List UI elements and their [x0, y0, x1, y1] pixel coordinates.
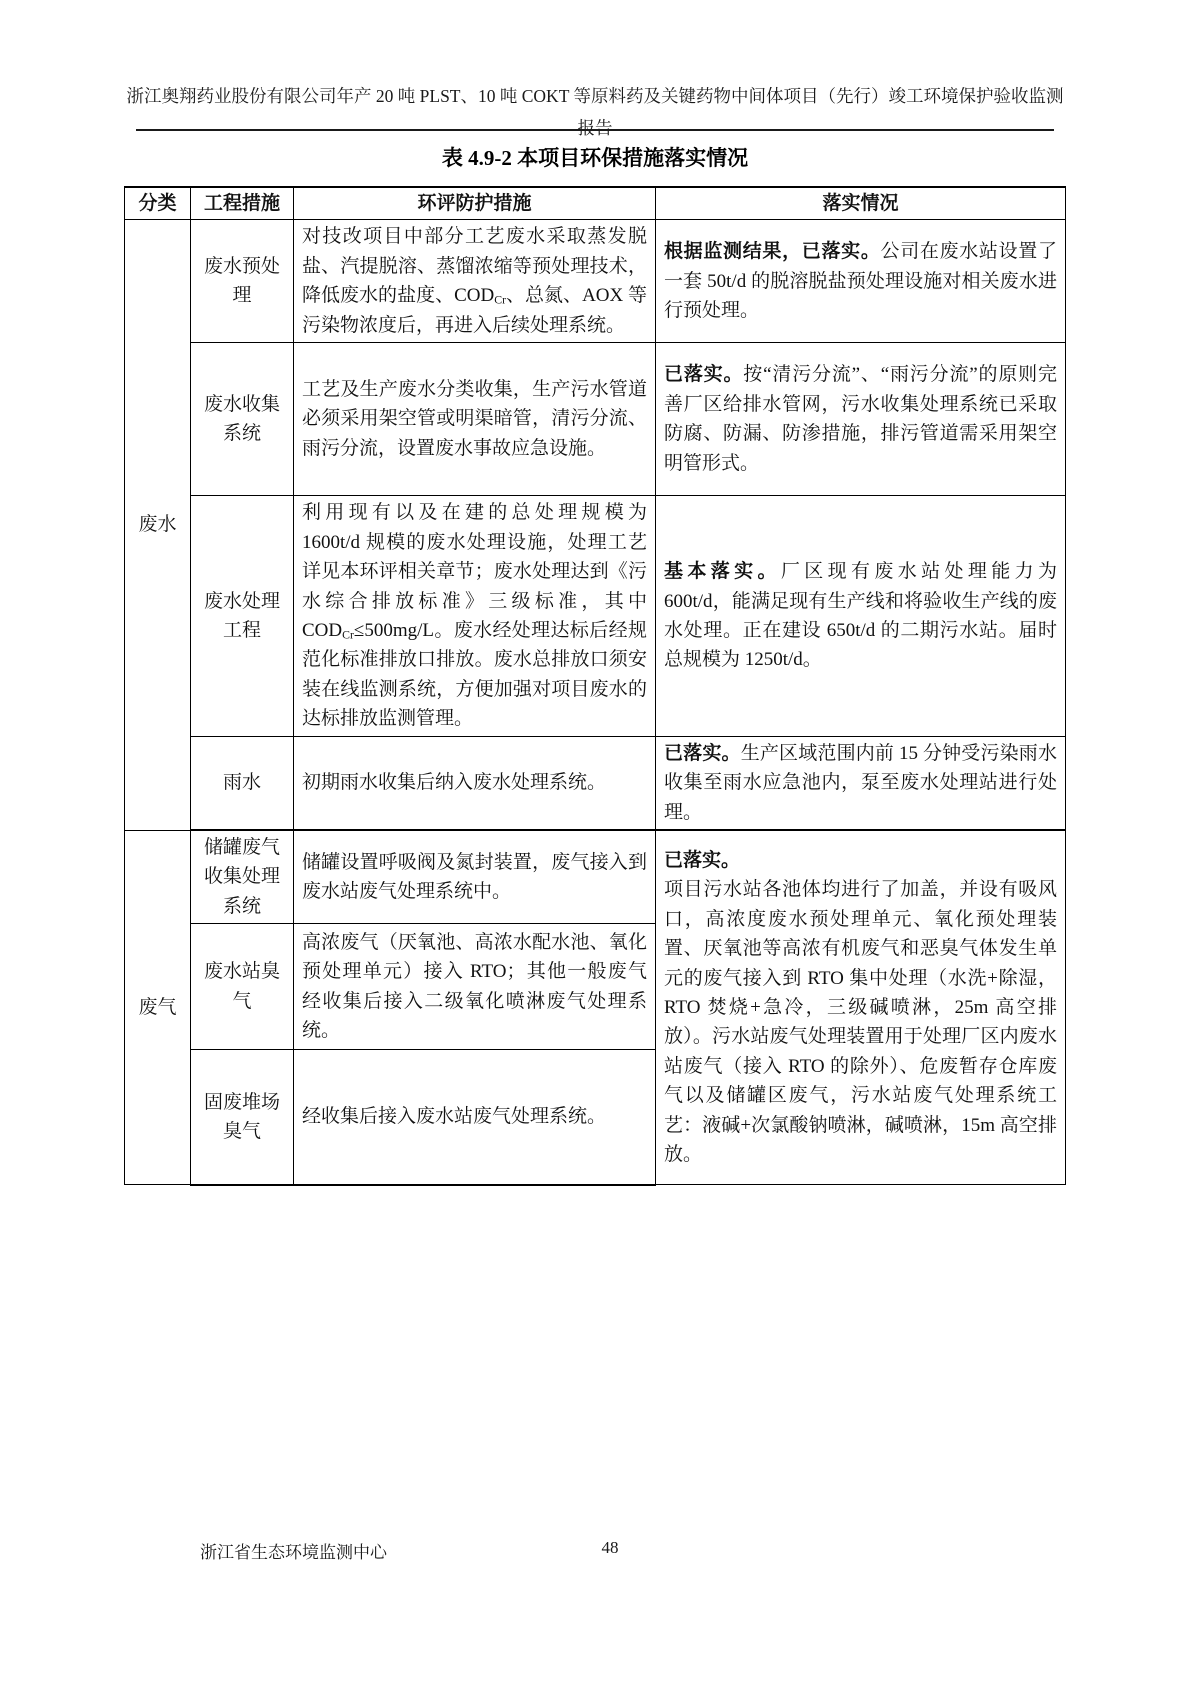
- document-header-title: 浙江奥翔药业股份有限公司年产 20 吨 PLST、10 吨 COKT 等原料药及关键药物中间体项目（先行）竣工环境保护验收监测报告: [126, 86, 1064, 139]
- status-detail: 按“清污分流”、“雨污分流”的原则完善厂区给排水管网，污水收集处理系统已采取防腐、防漏、防渗措施，排污管道需采用架空明管形式。: [664, 364, 1057, 474]
- status-detail: 项目污水站各池体均进行了加盖，并设有吸风口，高浓度废水预处理单元、氧化预处理装置、厌氧池等高浓有机废气和恶臭气体发生单元的废气接入到 RTO 集中处理（水洗+除湿，RTO 焚烧+急冷，三级碱喷淋，25m 高空排放）。污水站废气处理装置用于处理厂区内废水站废气（接入 RTO 的除外）、危废暂存仓库废气以及储罐区废气，污水站废气处理系统工艺：液碱+次氯酸钠喷淋，碱喷淋，15m 高空排放。: [664, 879, 1057, 1166]
- footer-organization: 浙江省生态环境监测中心: [200, 1543, 387, 1562]
- column-header-eia: 环评防护措施: [294, 187, 656, 220]
- status-verdict: 根据监测结果，已落实。: [664, 241, 881, 263]
- measure-cell: 储罐废气收集处理系统: [191, 830, 294, 924]
- category-cell-wastegas: 废气: [125, 830, 191, 1185]
- eia-text: 、总氮、AOX 等污染物浓度后，再进入后续处理系统。: [302, 285, 647, 336]
- eia-text: 利用现有以及在建的总处理规模为 1600t/d 规模的废水处理设施，处理工艺详见本环评相关章节；废水处理达到《污水综合排放标准》三级标准，其中 COD: [302, 502, 647, 641]
- eia-measure-cell: 储罐设置呼吸阀及氮封装置，废气接入到废水站废气处理系统中。: [294, 830, 656, 924]
- eia-measure-cell: 工艺及生产废水分类收集，生产污水管道必须采用架空管或明渠暗管，清污分流、雨污分流，设置废水事故应急设施。: [294, 343, 656, 496]
- status-cell: [656, 343, 1066, 496]
- eia-measure-cell: 初期雨水收集后纳入废水处理系统。: [294, 736, 656, 830]
- footer-page-number: 48: [601, 1538, 619, 1557]
- column-header-measure: 工程措施: [191, 187, 294, 220]
- table-row: [125, 343, 1066, 496]
- status-detail: 厂区现有废水站处理能力为 600t/d，能满足现有生产线和将验收生产线的废水处理。正在建设 650t/d 的二期污水站。届时总规模为 1250t/d。: [664, 561, 1057, 671]
- measure-cell: 废水预处理: [191, 220, 294, 343]
- table-header-row: [125, 187, 1066, 220]
- table-row: [125, 736, 1066, 830]
- cod-subscript: Cr: [342, 628, 354, 642]
- measure-cell: 雨水: [191, 736, 294, 830]
- table-title: 表 4.9-2 本项目环保措施落实情况: [441, 146, 749, 170]
- category-cell-wastewater: 废水: [125, 220, 191, 830]
- status-cell: [656, 220, 1066, 343]
- measure-cell: 废水收集系统: [191, 343, 294, 496]
- eia-measure-cell: [294, 220, 656, 343]
- cod-subscript: Cr: [494, 293, 506, 307]
- measure-cell: 废水处理工程: [191, 496, 294, 737]
- column-header-status: 落实情况: [656, 187, 1066, 220]
- eia-measure-cell: 经收集后接入废水站废气处理系统。: [294, 1050, 656, 1185]
- eia-measure-cell: 高浓废气（厌氧池、高浓水配水池、氧化预处理单元）接入 RTO；其他一般废气经收集后接入二级氧化喷淋废气处理系统。: [294, 924, 656, 1050]
- status-verdict: 基本落实。: [664, 561, 781, 583]
- eia-measure-cell: [294, 496, 656, 737]
- column-header-category: 分类: [125, 187, 191, 220]
- status-detail: 生产区域范围内前 15 分钟受污染雨水收集至雨水应急池内，泵至废水处理站进行处理。: [664, 742, 1057, 823]
- measure-cell: 废水站臭气: [191, 924, 294, 1050]
- status-verdict: 已落实。: [664, 364, 744, 386]
- eia-text: 对技改项目中部分工艺废水采取蒸发脱盐、汽提脱溶、蒸馏浓缩等预处理技术，降低废水的盐度、COD: [302, 226, 647, 307]
- header-divider-line: [136, 129, 1054, 131]
- status-cell-gas-merged: [656, 830, 1066, 1185]
- status-verdict: 已落实。: [664, 742, 741, 764]
- table-row: [125, 830, 1066, 924]
- measure-cell: 固废堆场臭气: [191, 1050, 294, 1185]
- status-cell: [656, 736, 1066, 830]
- table-row: [125, 496, 1066, 737]
- env-measures-table: [124, 186, 1066, 1186]
- table-row: [125, 220, 1066, 343]
- status-cell: [656, 496, 1066, 737]
- status-verdict: 已落实。: [664, 849, 741, 871]
- status-detail: 公司在废水站设置了一套 50t/d 的脱溶脱盐预处理设施对相关废水进行预处理。: [664, 241, 1057, 322]
- eia-text: ≤500mg/L。废水经处理达标后经规范化标准排放口排放。废水总排放口须安装在线监测系统，方便加强对项目废水的达标排放监测管理。: [302, 619, 647, 730]
